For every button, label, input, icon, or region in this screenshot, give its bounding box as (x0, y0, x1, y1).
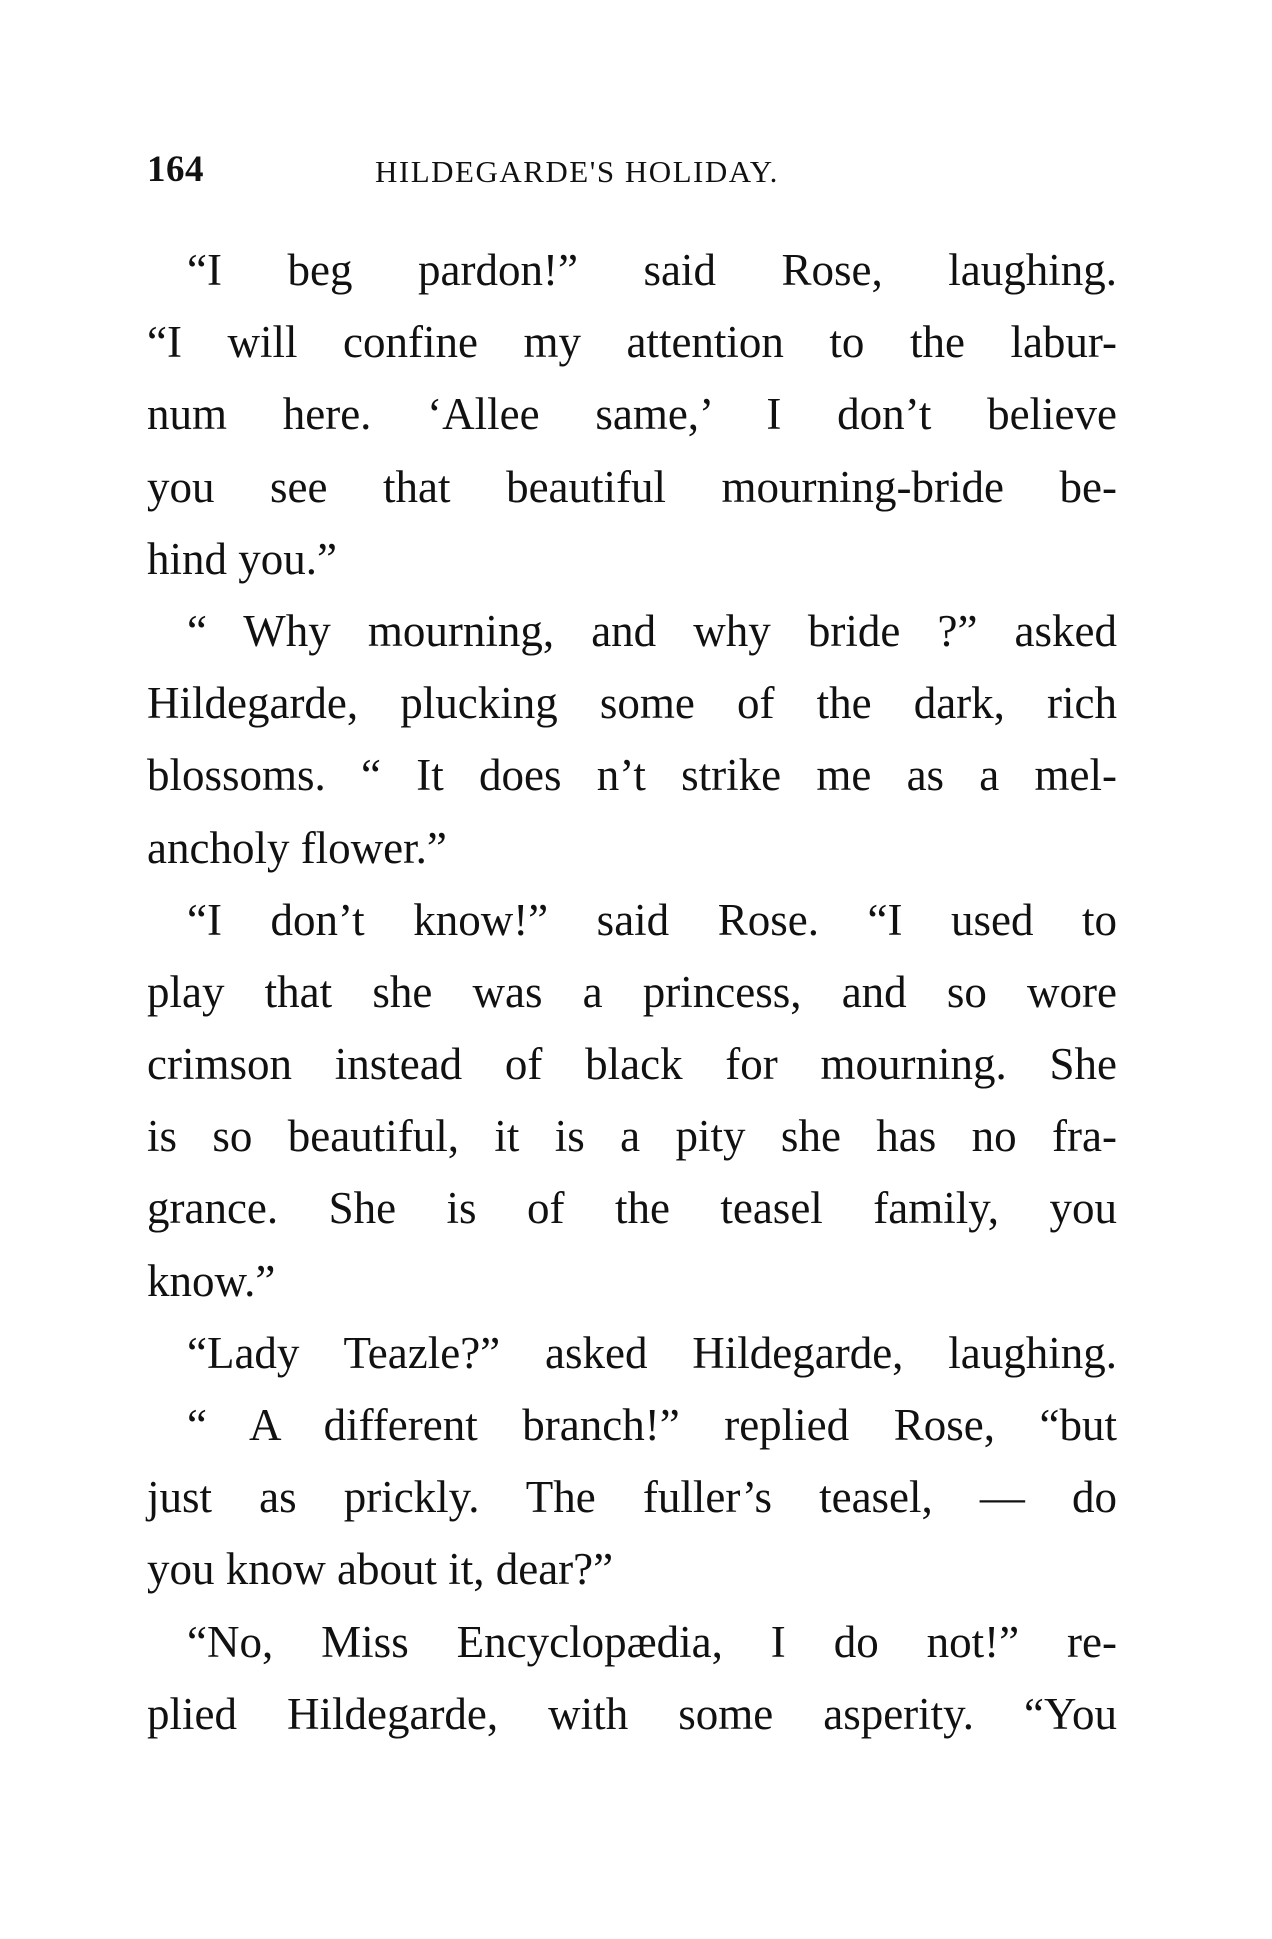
text-line-5: hind you.” (147, 533, 337, 584)
running-head (147, 148, 1127, 198)
text-line-9: ancholy flower.” (147, 822, 447, 873)
text-line-4: you see that beautiful mourning-bride be- (147, 461, 1117, 512)
text-line-6: “ Why mourning, and why bride ?” asked (187, 605, 1117, 656)
text-line-1: “I beg pardon!” said Rose, laughing. (187, 245, 1117, 295)
text-line-13: is so beautiful, it is a pity she has no fra- (147, 1111, 1117, 1162)
text-line-14: grance. She is of the teasel family, you (147, 1183, 1117, 1234)
text-line-21: plied Hildegarde, with some asperity. “You (147, 1688, 1117, 1739)
body-text (147, 234, 1117, 1750)
text-line-2: “I will confine my attention to the labur- (147, 317, 1117, 368)
text-line-7: Hildegarde, plucking some of the dark, rich (147, 678, 1117, 729)
running-title: HILDEGARDE'S HOLIDAY. (375, 154, 779, 189)
text-line-16: “Lady Teazle?” asked Hildegarde, laughing. (187, 1327, 1117, 1378)
text-line-19: you know about it, dear?” (147, 1544, 614, 1595)
text-line-12: crimson instead of black for mourning. She (147, 1039, 1117, 1090)
text-line-18: just as prickly. The fuller’s teasel, — do (147, 1472, 1117, 1523)
text-line-15: know.” (147, 1255, 276, 1306)
text-line-17: “ A different branch!” replied Rose, “but (187, 1400, 1117, 1450)
text-line-11: play that she was a princess, and so wore (147, 966, 1117, 1017)
page-number: 164 (147, 149, 204, 190)
text-line-10: “I don’t know!” said Rose. “I used to (187, 894, 1117, 945)
text-line-20: “No, Miss Encyclopædia, I do not!” re- (187, 1616, 1117, 1667)
text-line-3: num here. ‘Allee same,’ I don’t believe (147, 389, 1117, 440)
text-line-8: blossoms. “ It does n’t strike me as a mel- (147, 750, 1117, 801)
